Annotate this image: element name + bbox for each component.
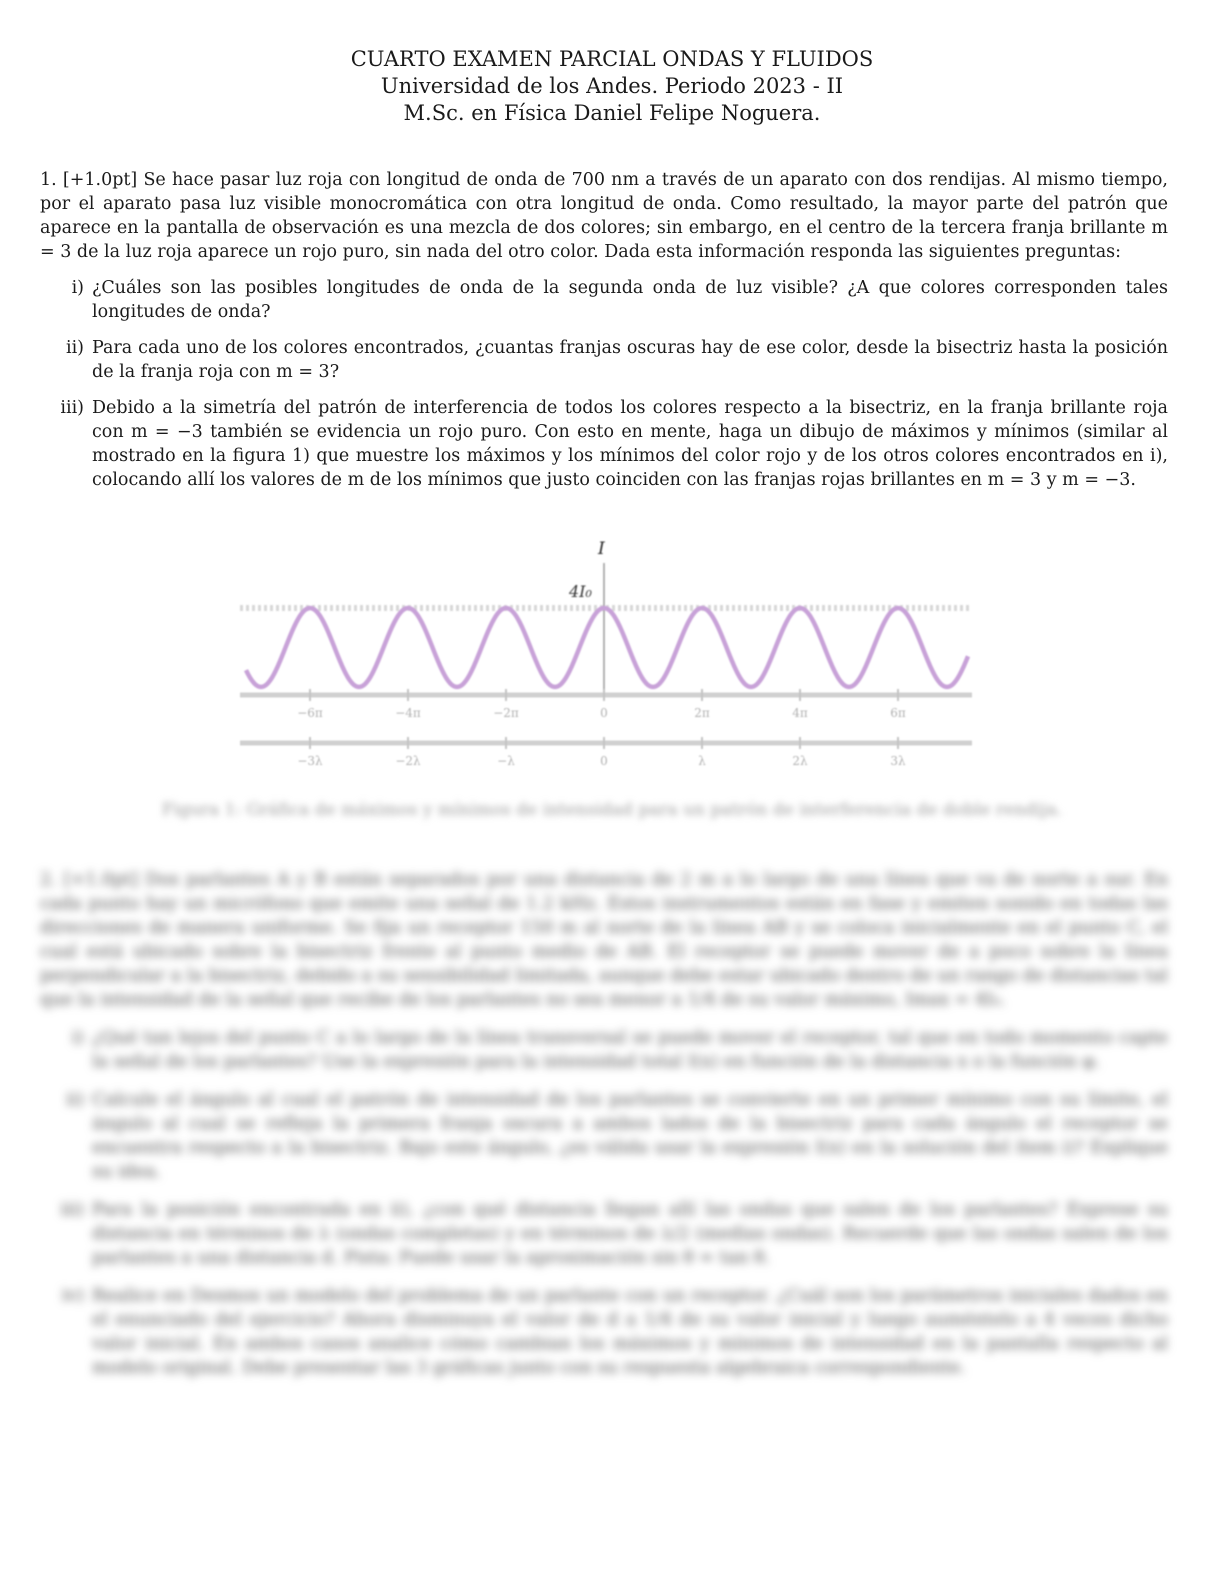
item-number: ii) bbox=[65, 1090, 84, 1110]
tick-group bbox=[297, 689, 906, 768]
item-text: Para cada uno de los colores encontrados, ¿cuantas franjas oscuras hay de ese color, desde la bisectriz hasta la posición de la franja roja con m = 3? bbox=[92, 338, 1168, 382]
y-axis-label: I bbox=[598, 539, 605, 559]
item-number: iii) bbox=[60, 1200, 84, 1220]
phase-tick-label: 4π bbox=[792, 706, 808, 720]
author-line: M.Sc. en Física Daniel Felipe Noguera. bbox=[403, 101, 821, 125]
problem-2-item-i bbox=[40, 1026, 1168, 1074]
problem-1 bbox=[40, 168, 1168, 492]
item-text: ¿Cuáles son las posibles longitudes de onda de la segunda onda de luz visible? ¿A que colores corresponden tales longitudes de onda? bbox=[92, 278, 1168, 322]
path-tick-label: −2λ bbox=[395, 754, 421, 768]
problem-2-item-iv bbox=[40, 1284, 1168, 1380]
item-number: iii) bbox=[60, 398, 84, 418]
phase-tick-label: −2π bbox=[493, 706, 519, 720]
problem-2 bbox=[40, 868, 1168, 1380]
path-tick-label: −3λ bbox=[297, 754, 323, 768]
item-text: Realice en Desmos un modelo del problema de un parlante con un receptor. ¿Cuál son los parámetros iniciales dados en el enunciado del ejercicio? Ahora disminuya el valor de d a 1/4 de su valor inicial y luego auméntelo a 4 veces dicho valor inicial. En ambos casos analice cómo cambian los máximos y mínimos de intensidad en la pantalla respecto al modelo original. Debe presentar las 3 gráficas junto con su respuesta algebraica correspondiente. bbox=[92, 1286, 1168, 1378]
item-number: ii) bbox=[65, 338, 84, 358]
path-tick-label: 3λ bbox=[890, 754, 906, 768]
peak-label: 4I₀ bbox=[569, 582, 592, 601]
item-text: Debido a la simetría del patrón de interferencia de todos los colores respecto a la bisectriz, en la franja brillante roja con m = −3 también se evidencia un rojo puro. Con esto en mente, haga un dibujo de máximos y mínimos (similar al mostrado en la figura 1) que muestre los máximos y los mínimos del color rojo y de los otros colores encontrados en i), colocando allí los valores de m de los mínimos que justo coinciden con las franjas rojas brillantes en m = 3 y m = −3. bbox=[92, 398, 1168, 490]
item-text: Calcule el ángulo al cual el patrón de intensidad de los parlantes se convierte en un primer mínimo con su límite, el ángulo al cual se refleja la primera franja oscura a ambos lados de la bisectriz para cada ángulo el receptor se encuentra respecto a la bisectriz. Bajo este ángulo, ¿es válida usar la expresión I(x) en la solución del ítem i)? Explique su idea. bbox=[92, 1090, 1168, 1182]
problem-1-item-iii bbox=[40, 396, 1168, 492]
interference-plot bbox=[232, 535, 982, 775]
exam-title: CUARTO EXAMEN PARCIAL ONDAS Y FLUIDOS bbox=[350, 47, 874, 71]
item-text: Para la posición encontrada en ii), ¿con qué distancia llegan allí las ondas que salen de los parlantes? Exprese su distancia en términos de λ (ondas completas) y en términos de λ/2 (medias ondas). Recuerde que las ondas salen de los parlantes a una distancia d. Pista: Puede usar la aproximación sin θ ≈ tan θ. bbox=[92, 1200, 1168, 1268]
path-tick-label: −λ bbox=[497, 754, 515, 768]
problem-1-item-i bbox=[40, 276, 1168, 324]
intensity-curve bbox=[246, 608, 968, 687]
problem-2-statement: 2. [+1.0pt] Dos parlantes A y B están separados por una distancia de 2 m a lo largo de una línea que va de norte a sur. En cada punto hay un micrófono que emite una señal de 1.2 kHz. Estos instrumentos están en fase y emiten sonido en todas las direcciones de manera uniforme. Se fija un receptor 150 m al norte de la línea AB y se coloca inicialmente en el punto C, el cual está ubicado sobre la bisectriz frente al punto medio de AB. El receptor se puede mover de a poco sobre la línea perpendicular a la bisectriz, debido a su sensibilidad limitada, aunque debe estar ubicado dentro de un rango de distancias tal que la intensidad de la señal que recibe de los parlantes no sea menor a 1/4 de su valor máximo, Imax = 4I₀. bbox=[40, 870, 1168, 1010]
problem-2-item-iii bbox=[40, 1198, 1168, 1270]
problem-2-item-ii bbox=[40, 1088, 1168, 1184]
exam-header bbox=[0, 46, 1224, 127]
phase-tick-label: −4π bbox=[395, 706, 421, 720]
path-tick-label: 0 bbox=[600, 754, 608, 768]
item-number: iv) bbox=[61, 1286, 84, 1306]
path-tick-label: 2λ bbox=[792, 754, 808, 768]
interference-figure bbox=[232, 535, 982, 775]
problem-1-item-ii bbox=[40, 336, 1168, 384]
phase-tick-label: −6π bbox=[297, 706, 323, 720]
item-number: i) bbox=[71, 1028, 84, 1048]
phase-tick-label: 2π bbox=[694, 706, 710, 720]
phase-tick-label: 6π bbox=[890, 706, 906, 720]
item-number: i) bbox=[71, 278, 84, 298]
figure-caption: Figura 1: Gráfica de máximos y mínimos de intensidad para un patrón de interferencia de doble rendija. bbox=[161, 800, 1063, 820]
phase-tick-label: 0 bbox=[600, 706, 608, 720]
institution-line: Universidad de los Andes. Periodo 2023 - II bbox=[380, 74, 844, 98]
path-tick-label: λ bbox=[698, 754, 706, 768]
problem-1-statement: 1. [+1.0pt] Se hace pasar luz roja con longitud de onda de 700 nm a través de un aparato con dos rendijas. Al mismo tiempo, por el aparato pasa luz visible monocromática con otra longitud de onda. Como resultado, la mayor parte del patrón que aparece en la pantalla de observación es una mezcla de dos colores; sin embargo, en el centro de la tercera franja brillante m = 3 de la luz roja aparece un rojo puro, sin nada del otro color. Dada esta información responda las siguientes preguntas: bbox=[40, 170, 1168, 262]
item-text: ¿Qué tan lejos del punto C a lo largo de la línea transversal se puede mover el receptor, tal que en todo momento capte la señal de los parlantes? Use la expresión para la intensidad total I(x) en función de la distancia x o la función φ. bbox=[92, 1028, 1168, 1072]
